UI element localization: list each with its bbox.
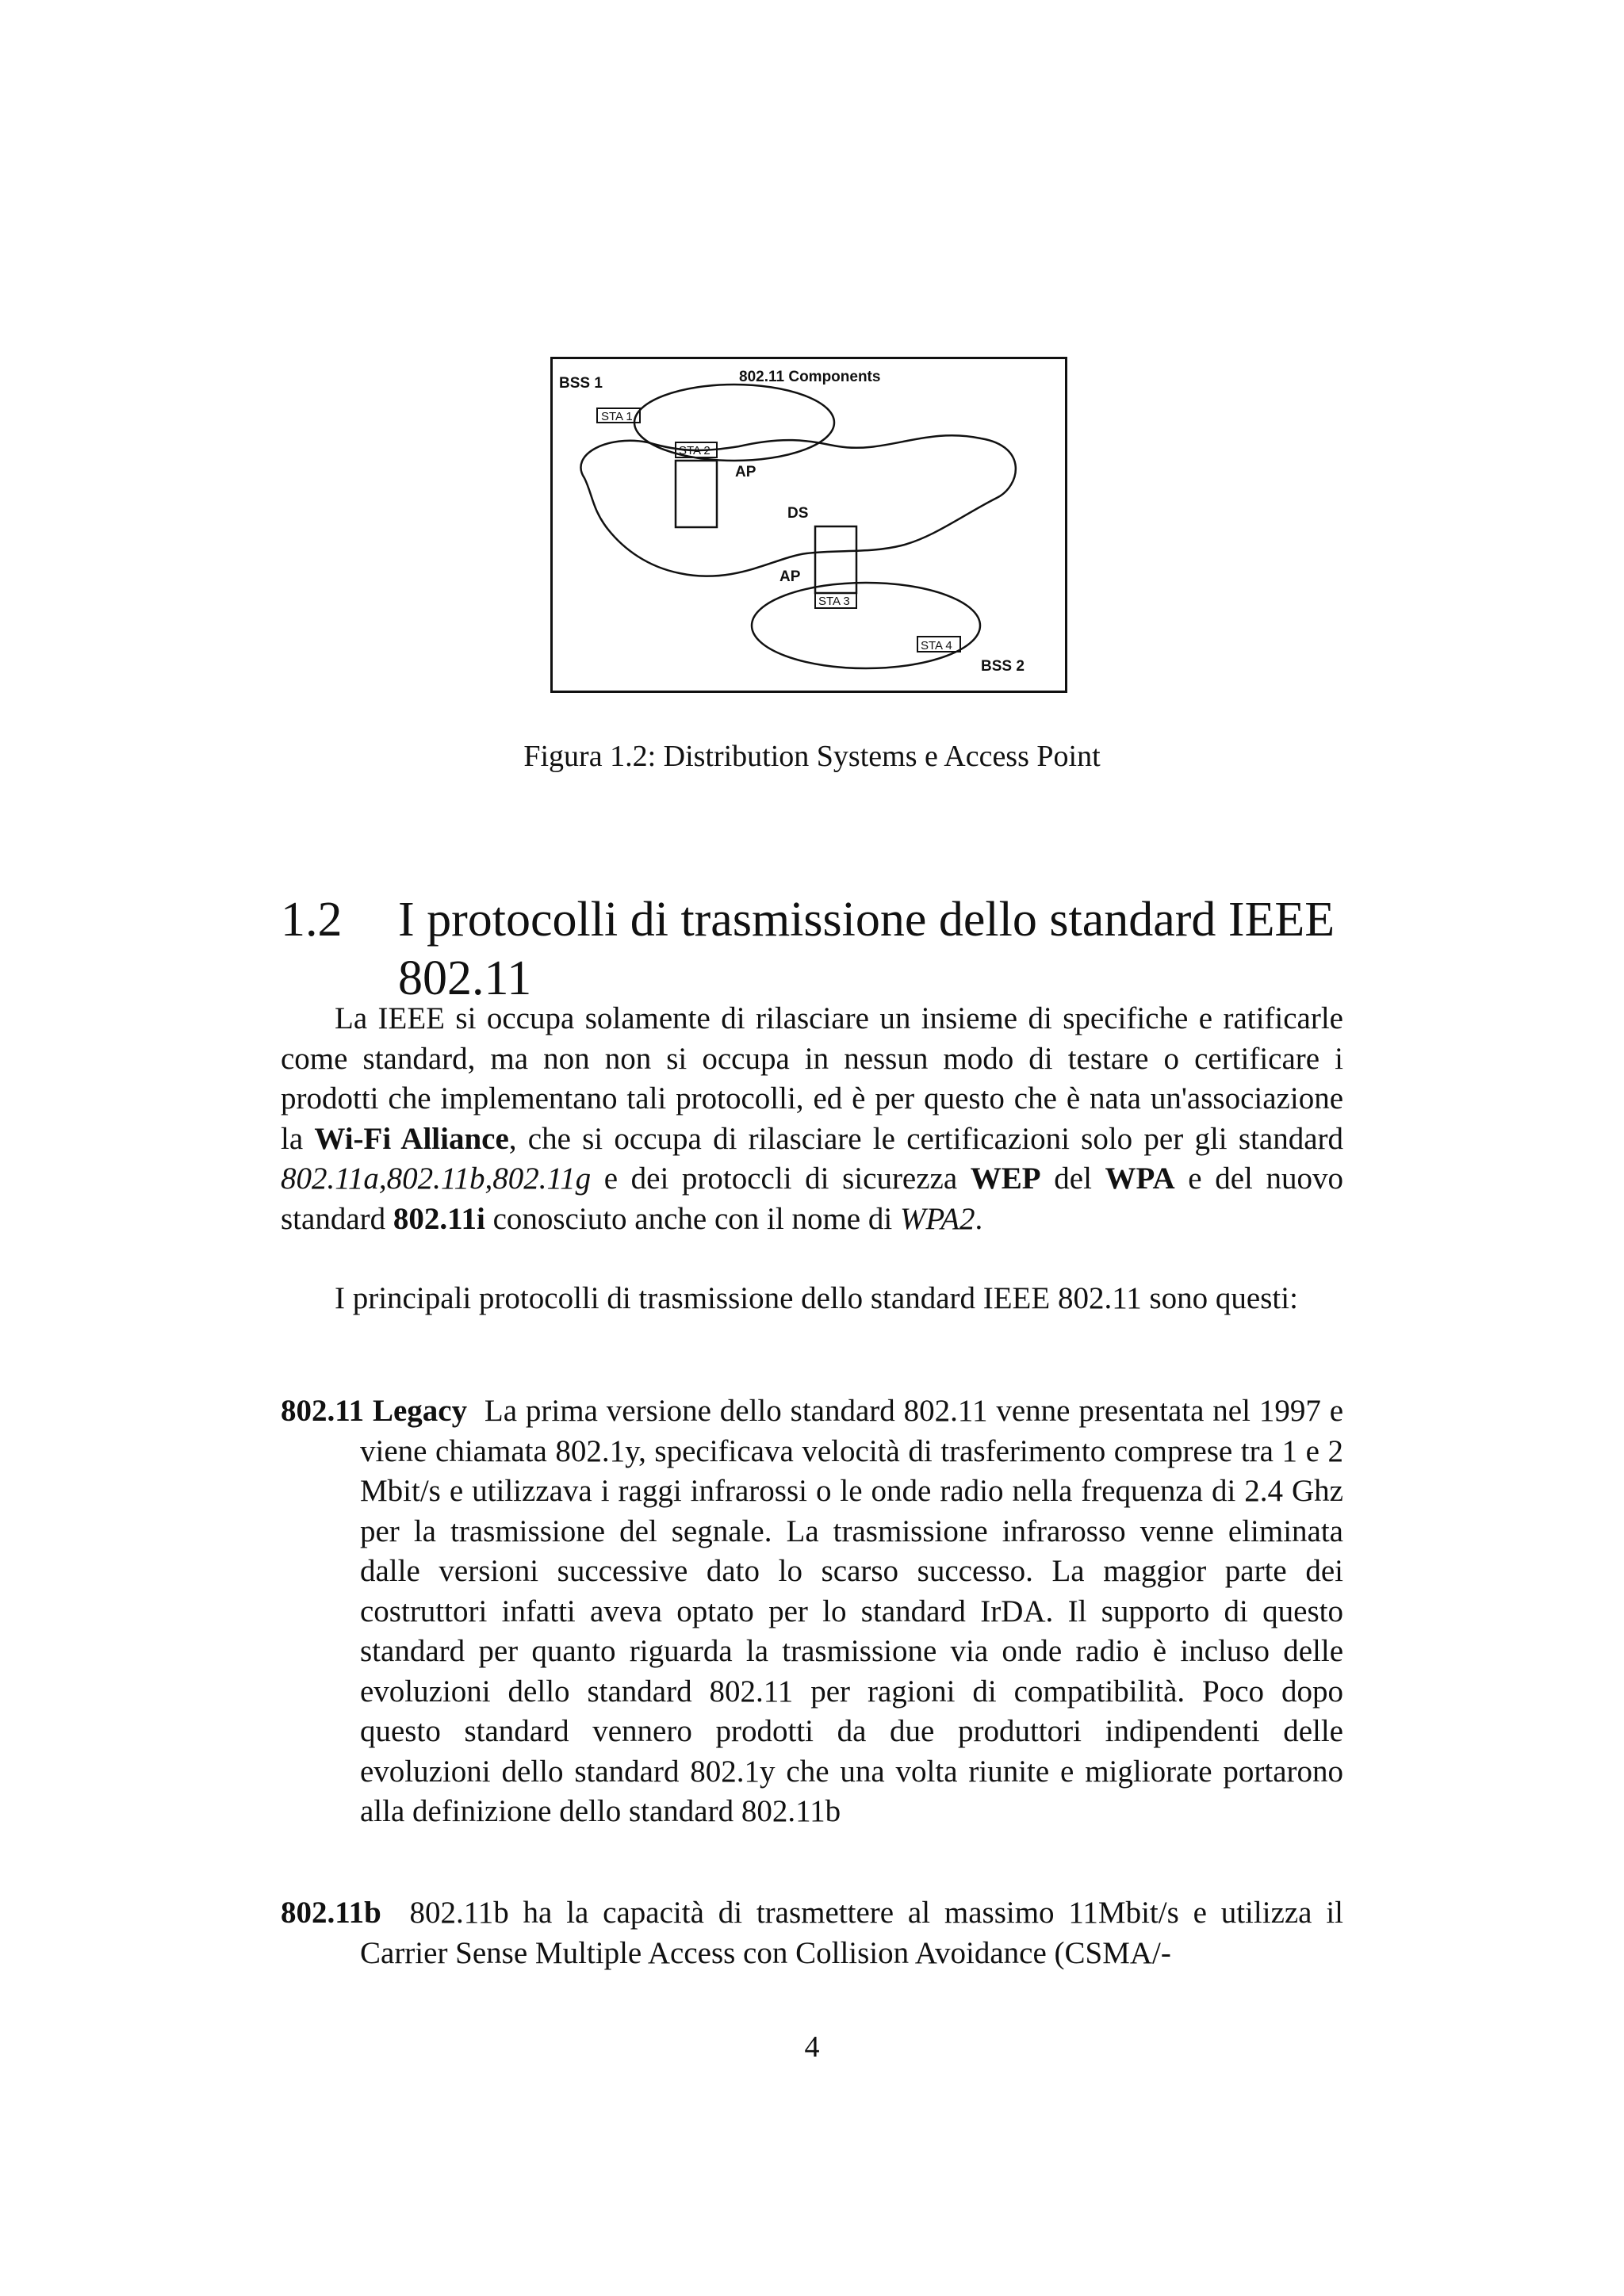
paragraph-1-part3: e dei protoccli di sicurezza (591, 1161, 971, 1196)
list-item-802-11b (281, 1893, 1343, 1973)
ap-top-box (676, 461, 717, 527)
figure-diagram (553, 359, 1065, 691)
figure-802-11-components (550, 357, 1067, 693)
sta4-label: STA 4 (921, 639, 952, 652)
paragraph-1-part6: conosciuto anche con il nome di (485, 1201, 900, 1236)
figure-caption: Figura 1.2: Distribution Systems e Access Point (523, 740, 1101, 773)
wifi-alliance-term: Wi-Fi Alliance (314, 1121, 509, 1156)
figure-title: 802.11 Components (739, 369, 881, 385)
paragraph-1-part5: e del nuovo standard (281, 1161, 1343, 1236)
ap-bottom-label: AP (779, 568, 801, 585)
paragraph-1-part7: . (975, 1201, 983, 1236)
paragraph-1-part4: del (1040, 1161, 1105, 1196)
bss1-label: BSS 1 (559, 375, 603, 392)
paragraph-2: I principali protocolli di trasmissione dello standard IEEE 802.11 sono questi: (335, 1281, 1298, 1315)
ap-top-label: AP (735, 464, 756, 480)
bss1-ellipse (634, 385, 834, 461)
section-title: I protocolli di trasmissione dello standard IEEE 802.11 (398, 893, 1335, 1006)
page-number: 4 (804, 2030, 820, 2064)
wpa2-term: WPA2 (899, 1201, 975, 1236)
sta1-label: STA 1 (601, 410, 633, 423)
paragraph-1-part2: , che si occupa di rilasciare le certificazioni solo per gli standard (508, 1121, 1343, 1156)
wep-term: WEP (970, 1161, 1041, 1196)
item-text: 802.11b ha la capacità di trasmettere al massimo 11Mbit/s e utilizza il Carrier Sense Multiple Access con Collision Avoidance (CSMA/- (360, 1896, 1343, 1970)
list-item-802-11-legacy (281, 1391, 1343, 1832)
item-text: La prima versione dello standard 802.11 venne presentata nel 1997 e viene chiamata 802.1y, specificava velocità di trasferimento comprese tra 1 e 2 Mbit/s e utilizzava i raggi infrarossi o le onde radio nella frequenza di 2.4 Ghz per la trasmissione del segnale. La trasmissione infrarosso venne eliminata dalle versioni successive dato lo scarso successo. La maggior parte dei costruttori infatti aveva optato per lo standard IrDA. Il supporto di questo standard per quanto riguarda la trasmissione via onde radio è incluso delle evoluzioni dello standard 802.11 per ragioni di compatibilità. Poco dopo questo standard vennero prodotti da due produttori indipendenti delle evoluzioni dello standard 802.1y che una volta riunite e migliorate portarono alla definizione dello standard 802.11b (360, 1394, 1344, 1828)
ds-label: DS (787, 505, 809, 522)
bss2-label: BSS 2 (981, 658, 1025, 675)
802-11i-term: 802.11i (393, 1201, 485, 1236)
paragraph-1 (281, 999, 1343, 1239)
item-term: 802.11 Legacy (281, 1394, 468, 1428)
bss2-ellipse (752, 583, 980, 668)
paragraph-1-part1: La IEEE si occupa solamente di rilasciare un insieme di specifiche e ratificarle come standard, ma non non si occupa in nessun modo di testare o certificare i prodotti che implementano tali protocolli, ed è per questo che è nata un'associazione la (281, 1001, 1343, 1156)
sta2-label: STA 2 (679, 444, 710, 457)
item-term: 802.11b (281, 1896, 381, 1930)
sta3-label: STA 3 (818, 595, 850, 608)
standards-list: 802.11a,802.11b,802.11g (281, 1161, 592, 1196)
section-number: 1.2 (281, 893, 343, 947)
wpa-term: WPA (1105, 1161, 1175, 1196)
